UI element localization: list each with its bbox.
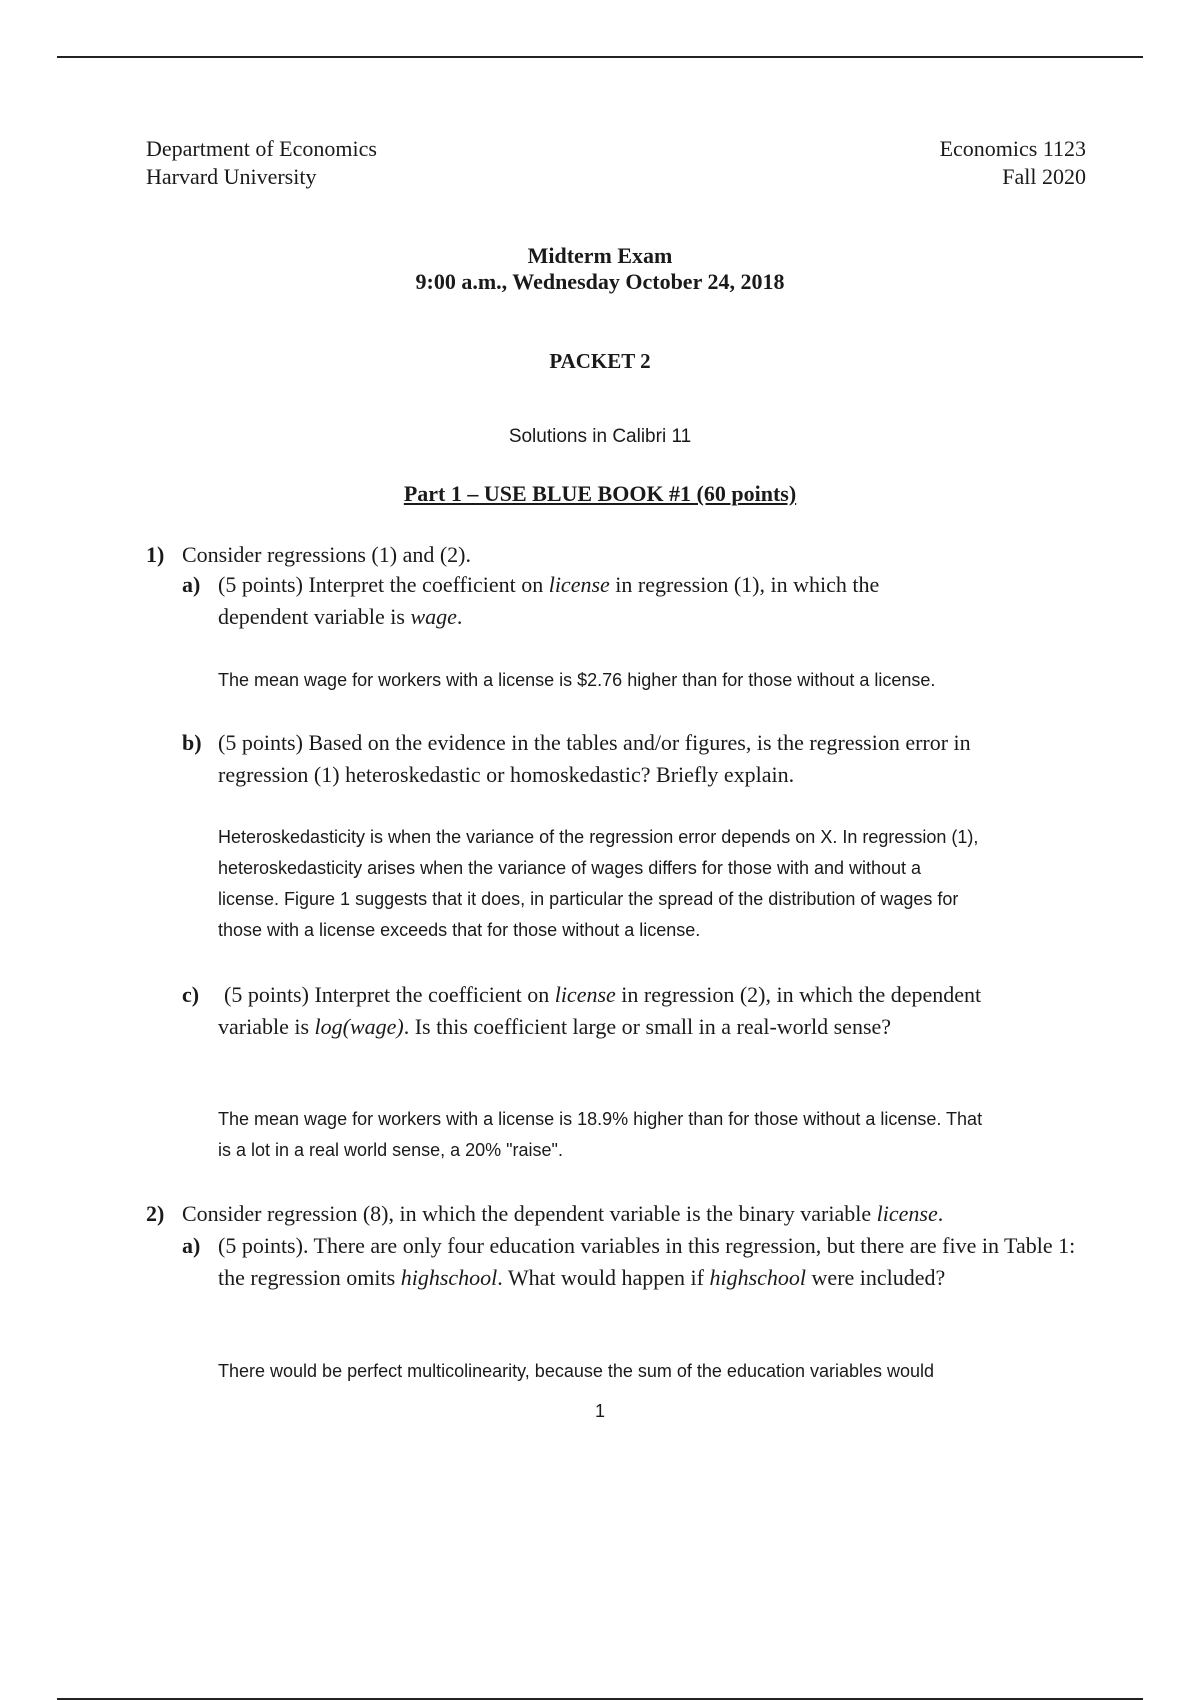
header-left	[146, 135, 377, 191]
answer-1c: The mean wage for workers with a license is 18.9% higher than for those without a license. That is a lot in a real world sense, a 20% "raise".	[218, 1109, 983, 1160]
question-1-text: Consider regressions (1) and (2).	[182, 542, 471, 567]
answer-1a: The mean wage for workers with a license is $2.76 higher than for those without a license.	[218, 670, 936, 690]
exam-datetime: 9:00 a.m., Wednesday October 24, 2018	[415, 269, 785, 294]
packet-label: PACKET 2	[549, 349, 651, 373]
university-name: Harvard University	[146, 164, 317, 189]
question-2-text: Consider regression (8), in which the dependent variable is the binary variable license.	[182, 1201, 944, 1226]
header-right	[940, 135, 1086, 191]
question-1b-text: (5 points) Based on the evidence in the tables and/or figures, is the regression error in regression (1) heteroskedastic or homoskedastic? Briefly explain.	[218, 730, 971, 787]
question-1c-label: c)	[182, 982, 200, 1007]
question-1a-label: a)	[182, 572, 201, 597]
page-number: 1	[594, 1401, 605, 1421]
term: Fall 2020	[1002, 164, 1086, 189]
top-rule	[57, 56, 1143, 58]
department-name: Department of Economics	[146, 136, 377, 161]
question-1c-text: (5 points) Interpret the coefficient on license in regression (2), in which the dependent variable is log(wage). Is this coefficient large or small in a real-world sense?	[218, 982, 982, 1039]
part-heading: Part 1 – USE BLUE BOOK #1 (60 points)	[403, 481, 797, 506]
question-2-number: 2)	[146, 1201, 165, 1226]
question-1a-text: (5 points) Interpret the coefficient on license in regression (1), in which the dependent variable is wage.	[218, 572, 880, 629]
question-2a-text: (5 points). There are only four education variables in this regression, but there are five in Table 1: the regression omits highschool. What would happen if highschool were included?	[218, 1233, 1076, 1290]
question-1-number: 1)	[146, 542, 165, 567]
exam-title: Midterm Exam	[527, 243, 673, 268]
answer-1b: Heteroskedasticity is when the variance of the regression error depends on X. In regression (1), heteroskedasticity arises when the variance of wages differs for those with and without a license. Figure 1 suggests that it does, in particular the spread of the distribution of wages for those with a license exceeds that for those without a license.	[218, 827, 979, 940]
course-number: Economics 1123	[939, 136, 1086, 161]
solutions-note: Solutions in Calibri 11	[508, 426, 692, 447]
question-2a-label: a)	[182, 1233, 201, 1258]
answer-2a: There would be perfect multicolinearity, because the sum of the education variables would	[218, 1361, 935, 1381]
question-1b-label: b)	[182, 730, 202, 755]
